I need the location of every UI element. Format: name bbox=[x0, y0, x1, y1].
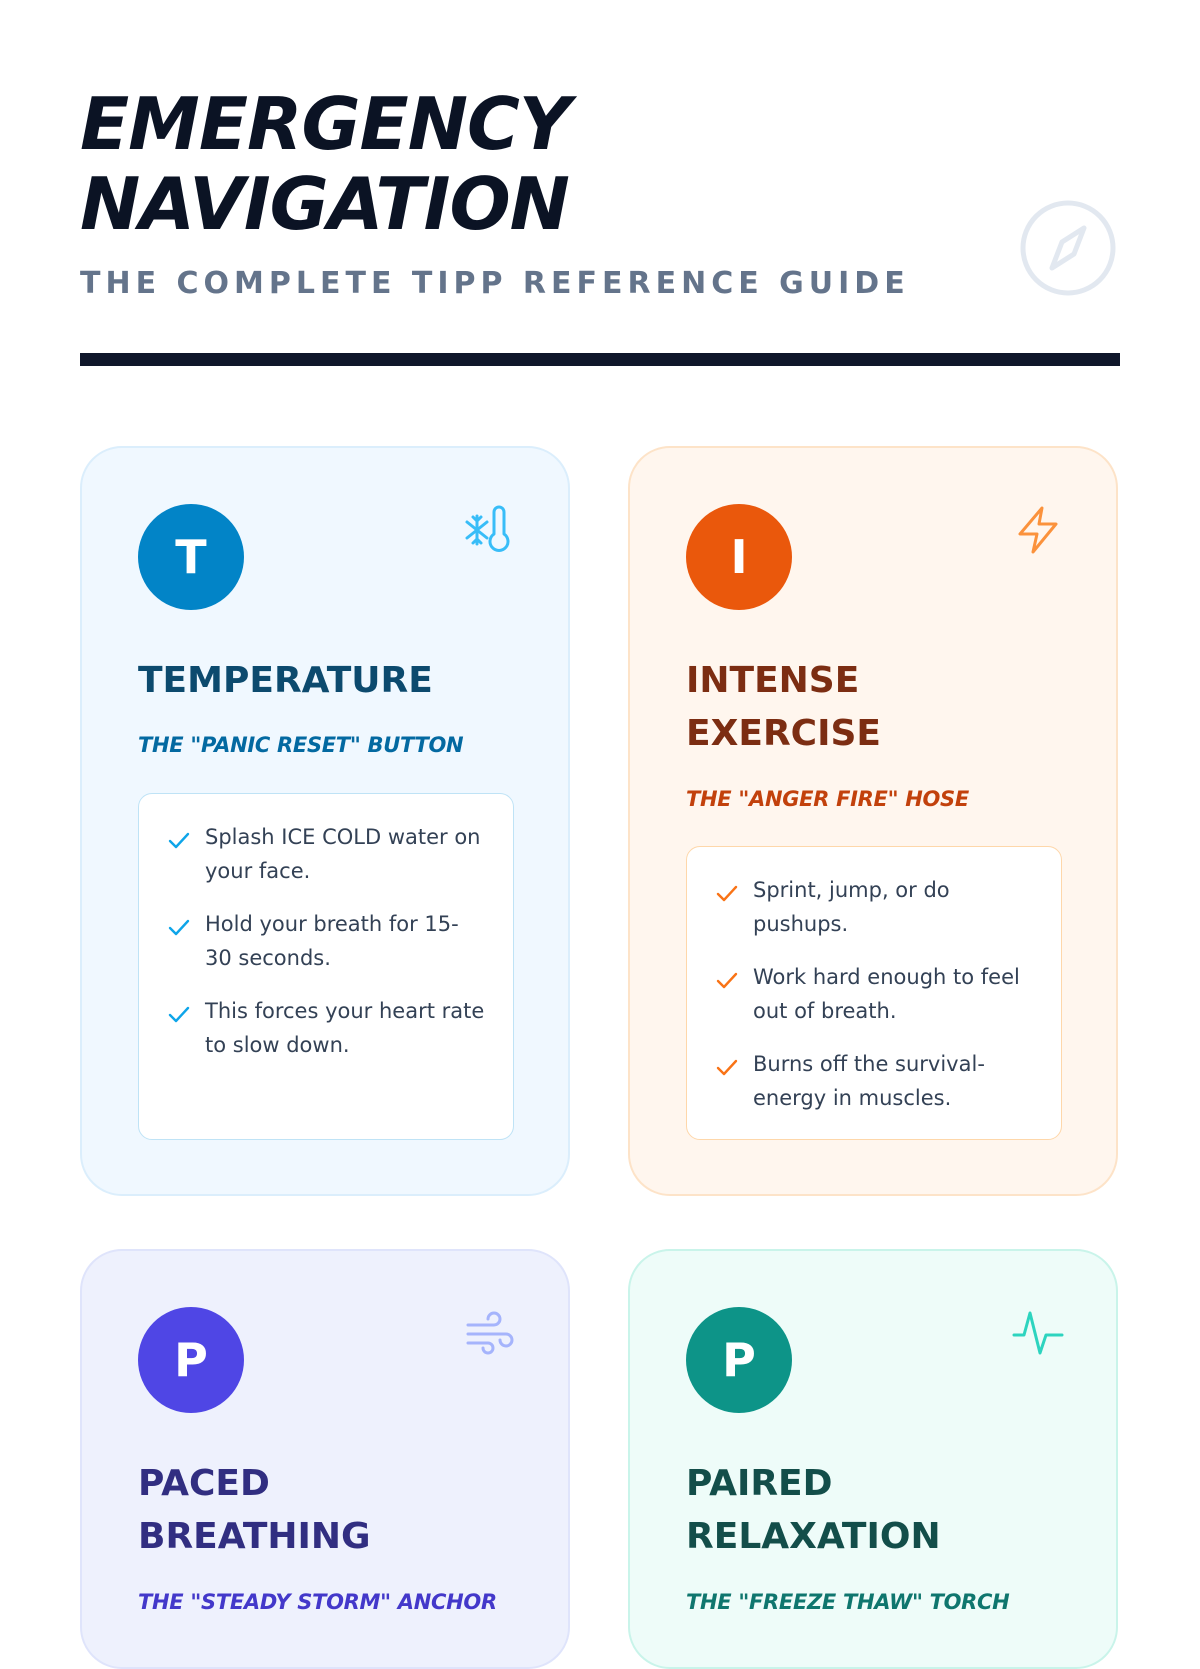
bullet-text: This forces your heart rate to slow down. bbox=[205, 999, 485, 1057]
list-item bbox=[715, 960, 1033, 1028]
header-divider bbox=[80, 353, 1120, 366]
card-tagline: THE "PANIC RESET" BUTTON bbox=[138, 733, 464, 757]
page-title bbox=[80, 84, 1120, 244]
bullet-list bbox=[686, 846, 1062, 1140]
lightning-bolt-icon bbox=[1012, 504, 1064, 556]
title-line-1: EMERGENCY bbox=[80, 82, 570, 166]
pulse-activity-icon bbox=[1012, 1307, 1064, 1359]
list-item bbox=[715, 1047, 1033, 1115]
card-tagline: THE "ANGER FIRE" HOSE bbox=[686, 787, 969, 811]
title-line-2: NAVIGATION bbox=[80, 162, 569, 246]
header bbox=[80, 84, 1120, 301]
letter-badge-t: T bbox=[138, 504, 244, 610]
card-title-line: PAIRED bbox=[686, 1463, 833, 1504]
card-title bbox=[138, 654, 538, 707]
wind-icon bbox=[464, 1307, 516, 1359]
checkmark-icon bbox=[715, 1055, 739, 1079]
thermometer-snowflake-icon bbox=[464, 504, 516, 556]
card-paired-relaxation bbox=[628, 1249, 1118, 1669]
letter-badge-p: P bbox=[138, 1307, 244, 1413]
card-title-line: RELAXATION bbox=[686, 1516, 941, 1557]
card-title bbox=[686, 1457, 1086, 1563]
letter-badge-i: I bbox=[686, 504, 792, 610]
checkmark-icon bbox=[715, 968, 739, 992]
bullet-text: Splash ICE COLD water on your face. bbox=[205, 825, 481, 883]
list-item bbox=[167, 820, 485, 888]
checkmark-icon bbox=[167, 915, 191, 939]
card-tagline: THE "STEADY STORM" ANCHOR bbox=[138, 1590, 497, 1614]
card-title-line: TEMPERATURE bbox=[138, 660, 433, 701]
card-title bbox=[686, 654, 1086, 760]
list-item bbox=[715, 873, 1033, 941]
bullet-text: Burns off the survival-energy in muscles. bbox=[753, 1052, 985, 1110]
bullet-list bbox=[138, 793, 514, 1140]
card-title-line: INTENSE bbox=[686, 660, 860, 701]
card-title-line: PACED bbox=[138, 1463, 270, 1504]
card-temperature bbox=[80, 446, 570, 1196]
card-title-line: EXERCISE bbox=[686, 713, 881, 754]
bullet-text: Work hard enough to feel out of breath. bbox=[753, 965, 1020, 1023]
card-title bbox=[138, 1457, 538, 1563]
letter-badge-p: P bbox=[686, 1307, 792, 1413]
checkmark-icon bbox=[167, 828, 191, 852]
checkmark-icon bbox=[715, 881, 739, 905]
card-tagline: THE "FREEZE THAW" TORCH bbox=[686, 1590, 1010, 1614]
list-item bbox=[167, 994, 485, 1062]
card-intense-exercise bbox=[628, 446, 1118, 1196]
card-paced-breathing bbox=[80, 1249, 570, 1669]
bullet-text: Hold your breath for 15-30 seconds. bbox=[205, 912, 459, 970]
compass-icon bbox=[1018, 198, 1118, 298]
checkmark-icon bbox=[167, 1002, 191, 1026]
bullet-text: Sprint, jump, or do pushups. bbox=[753, 878, 950, 936]
list-item bbox=[167, 907, 485, 975]
page-subtitle: THE COMPLETE TIPP REFERENCE GUIDE bbox=[80, 266, 910, 301]
card-title-line: BREATHING bbox=[138, 1516, 371, 1557]
